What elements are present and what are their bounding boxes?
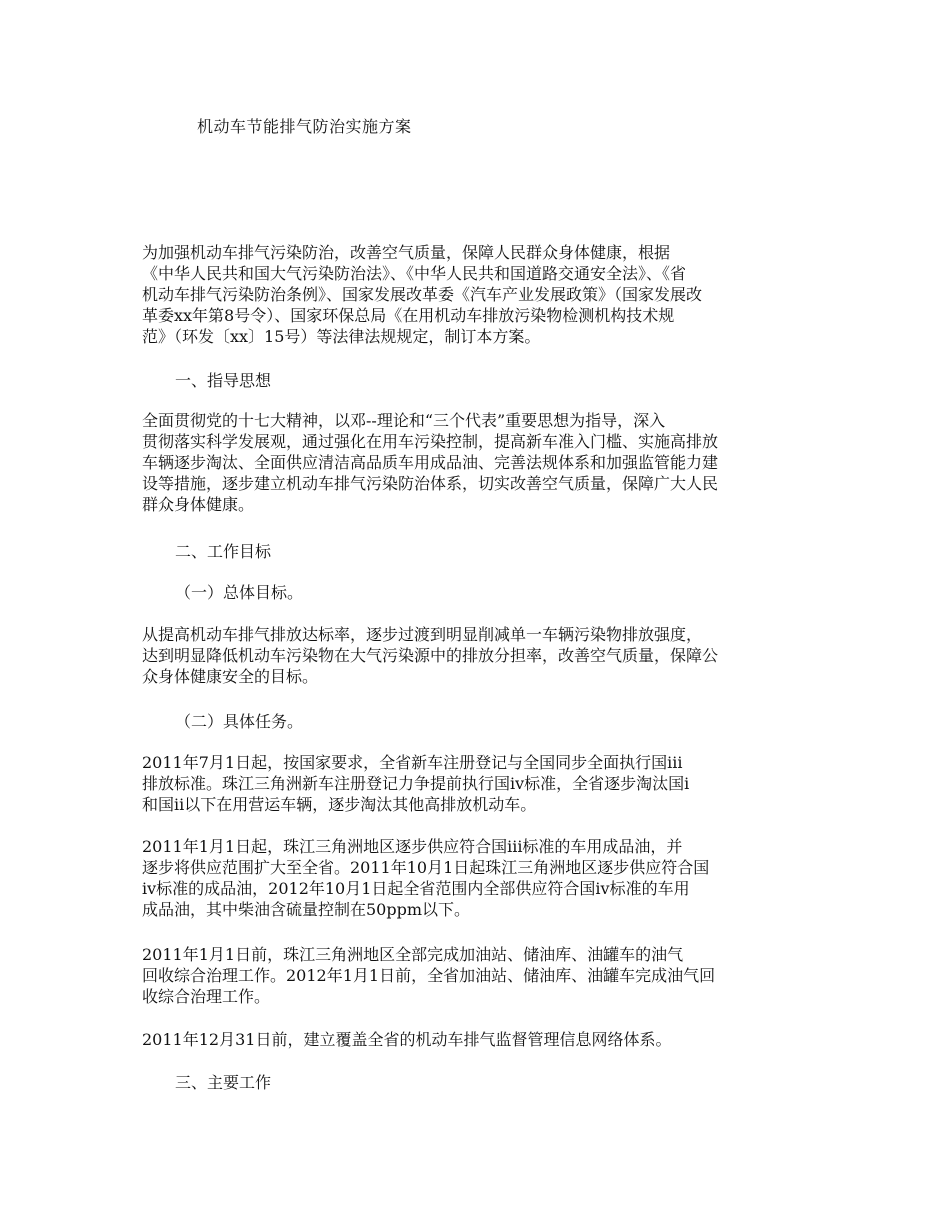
task-paragraph-vapor-recovery: 2011年1月1日前，珠江三角洲地区全部完成加油站、储油库、油罐车的油气 回收综合治理工作。2012年1月1日前，全省加油站、储油库、油罐车完成油气回 收综合治理工作。 [142,945,716,1006]
task-paragraph-monitoring-network: 2011年12月31日前，建立覆盖全省的机动车排气监督管理信息网络体系。 [142,1030,672,1049]
subsection-heading-overall-goal: （一）总体目标。 [175,583,304,602]
subsection-heading-specific-tasks: （二）具体任务。 [175,712,304,731]
task-paragraph-emission-standards: 2011年7月1日起，按国家要求，全省新车注册登记与全国同步全面执行国iii 排放标准。珠江三角洲新车注册登记力争提前执行国iv标准，全省逐步淘汰国i 和国ii以下在用营运车辆，逐步淘汰其他高排放机动车。 [142,753,690,814]
section-heading-work-goals: 二、工作目标 [175,542,272,561]
section-body-guiding-ideology: 全面贯彻党的十七大精神，以邓--理论和“三个代表”重要思想为指导，深入 贯彻落实科学发展观，通过强化在用车污染控制，提高新车准入门槛、实施高排放 车辆逐步淘汰、全面供应清洁高品质车用成品油、完善法规体系和加强监管能力建 设等措施，逐步建立机动车排气污染防治体系，切实改善空气质量，保障广大人民 群众身体健康。 [142,411,719,514]
section-heading-main-work: 三、主要工作 [175,1073,272,1092]
section-heading-guiding-ideology: 一、指导思想 [175,371,272,390]
document-title: 机动车节能排气防治实施方案 [197,117,412,136]
task-paragraph-fuel-supply: 2011年1月1日起，珠江三角洲地区逐步供应符合国iii标准的车用成品油，并 逐步将供应范围扩大至全省。2011年10月1日起珠江三角洲地区逐步供应符合国 iv标准的成品油，2012年10月1日起全省范围内全部供应符合国iv标准的车用 成品油，其中柴油含硫量控制在50ppm以下。 [142,837,710,919]
subsection-body-overall-goal: 从提高机动车排气排放达标率，逐步过渡到明显削减单一车辆污染物排放强度， 达到明显降低机动车污染物在大气污染源中的排放分担率，改善空气质量，保障公 众身体健康安全的目标。 [142,625,719,686]
intro-paragraph: 为加强机动车排气污染防治，改善空气质量，保障人民群众身体健康，根据 《中华人民共和国大气污染防治法》、《中华人民共和国道路交通安全法》、《省 机动车排气污染防治条例》、国家发展改革委《汽车产业发展政策》（国家发展改 革委xx年第8号令）、国家环保总局《在用机动车排放污染物检测机构技术规 范》（环发〔xx〕15号）等法律法规规定，制订本方案。 [142,243,703,346]
